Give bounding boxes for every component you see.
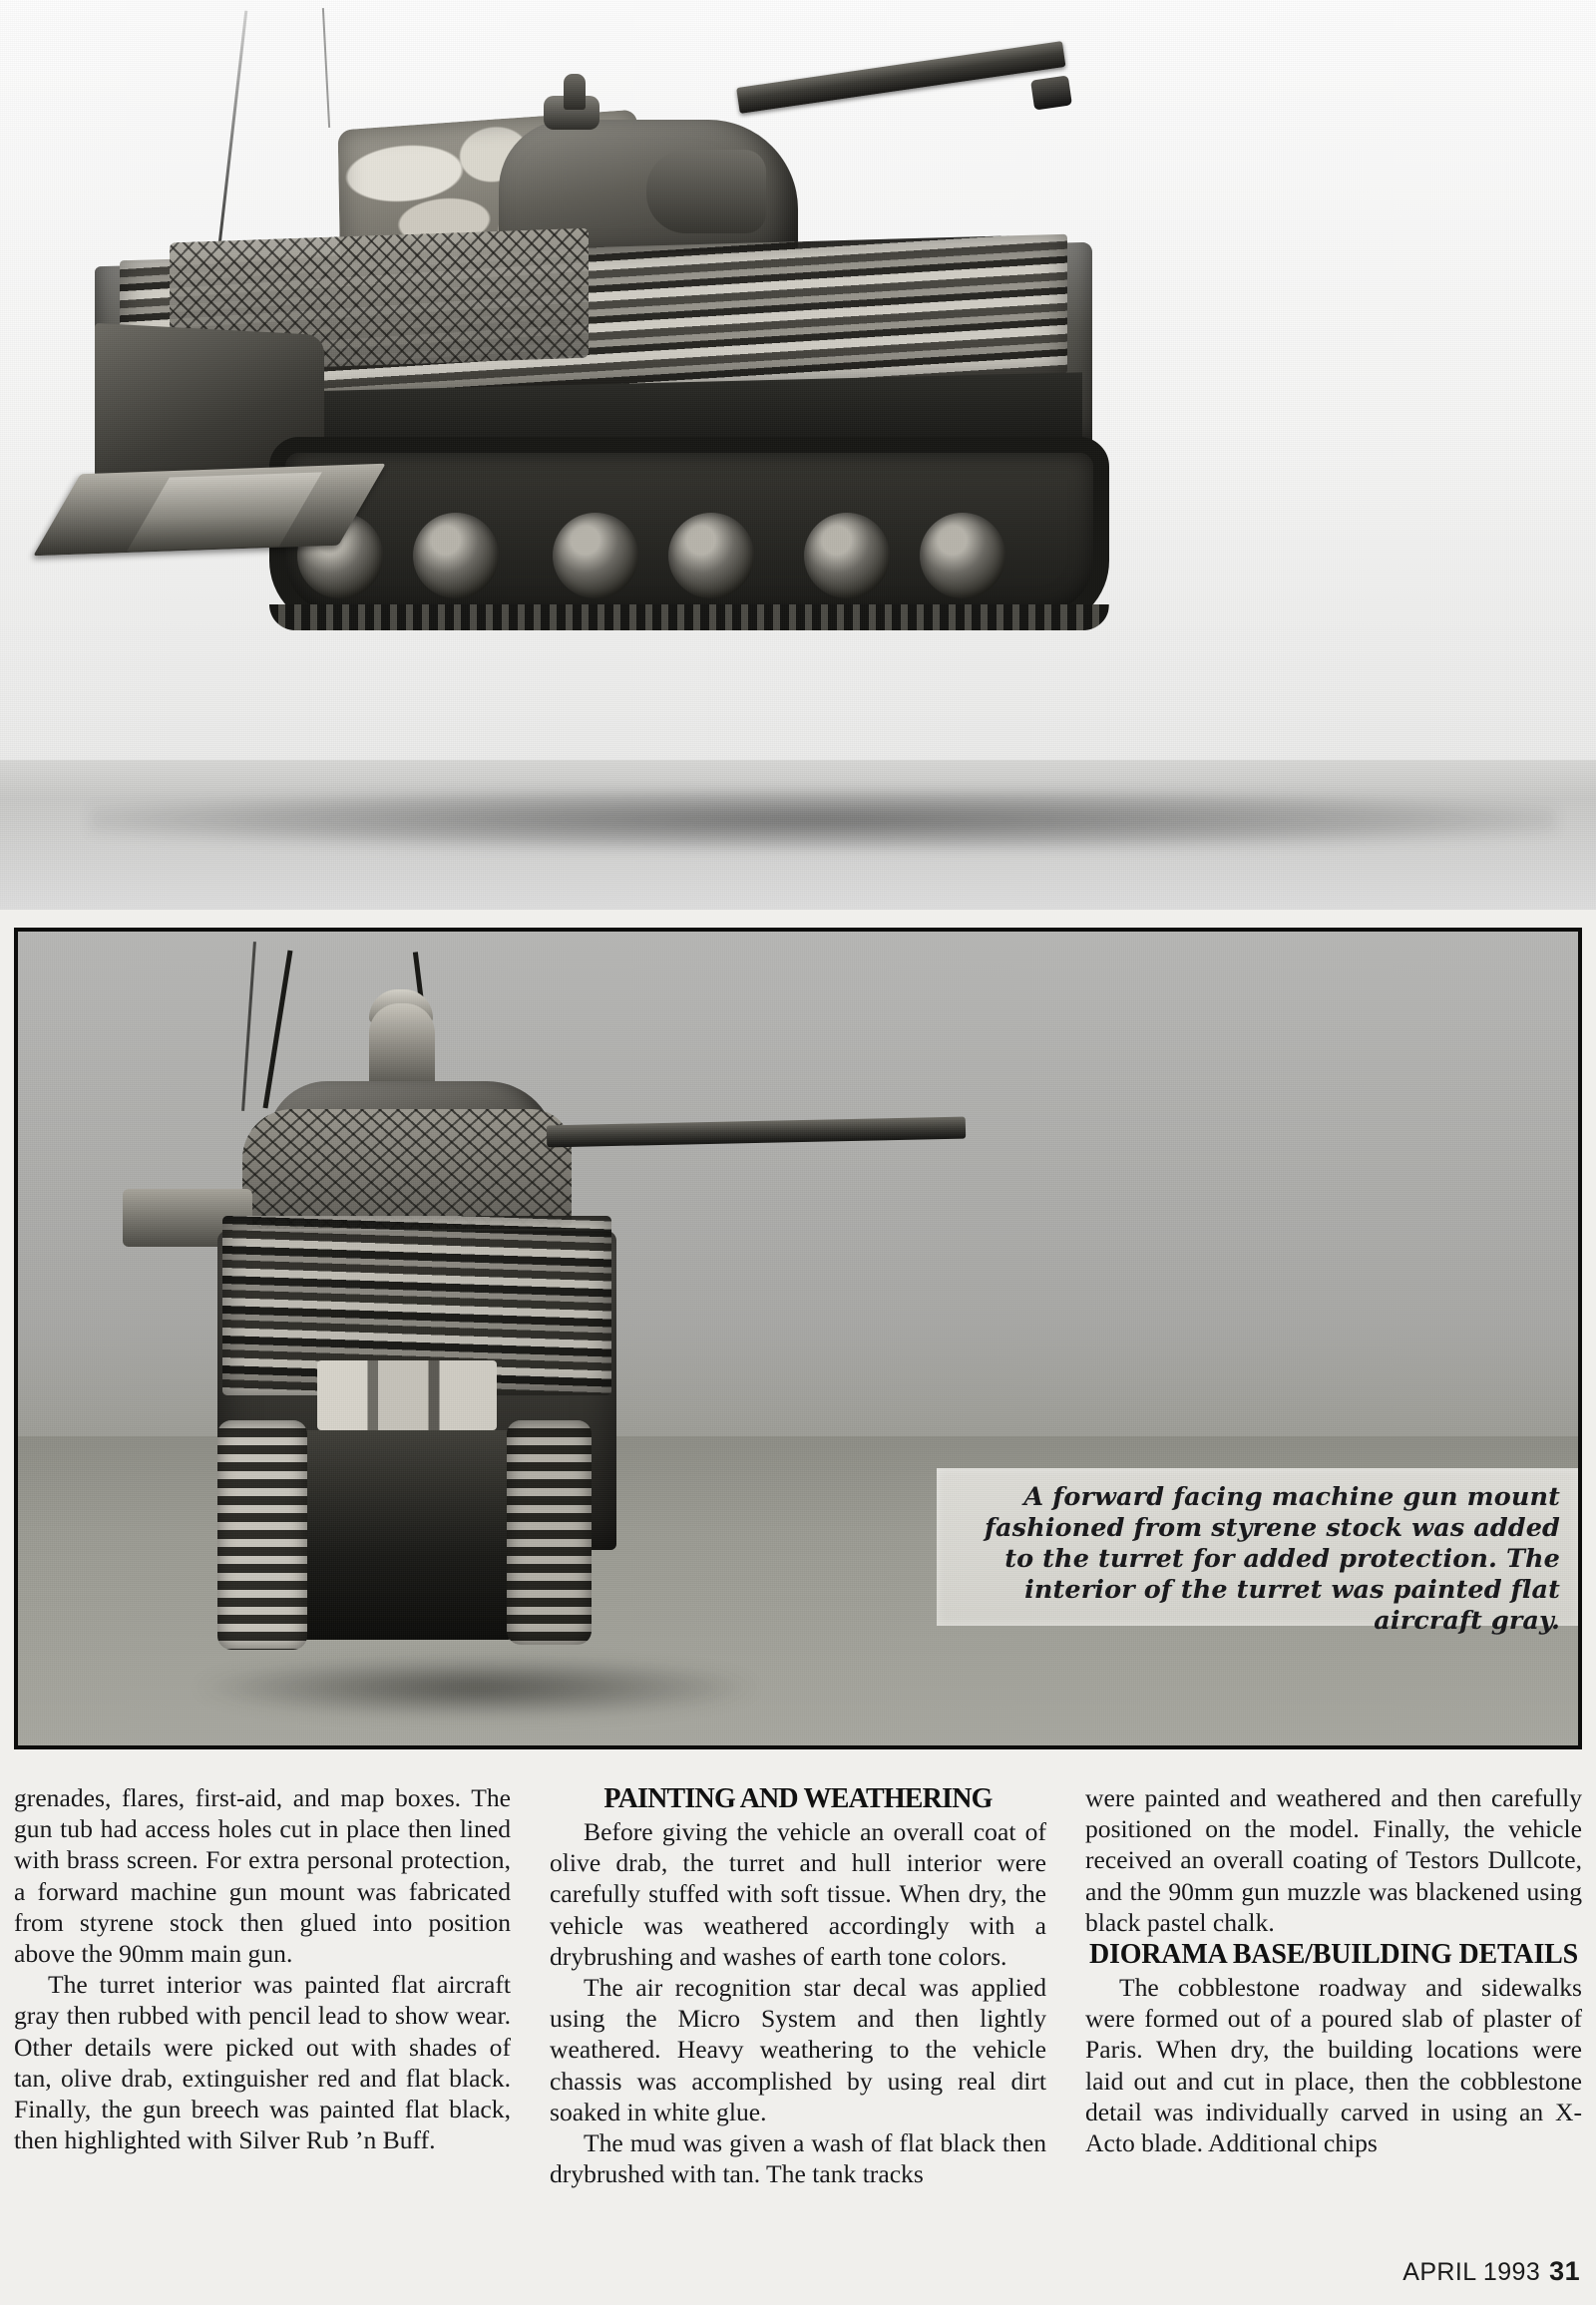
road-wheel bbox=[804, 513, 890, 598]
paragraph: Before giving the vehicle an overall coat of olive drab, the turret and hull interior were carefully stuffed with soft tissue. When dry, the vehicle was weathered accordingly with a drybrushing and washes of earth tone colors. bbox=[550, 1817, 1046, 1971]
photo1-ground-shadow bbox=[90, 790, 1556, 850]
column-one bbox=[14, 1782, 511, 2271]
gun-mantlet bbox=[646, 150, 766, 233]
photo-sherman-side-view bbox=[0, 0, 1596, 910]
crew-figure bbox=[564, 74, 586, 110]
machine-gun-left bbox=[263, 951, 293, 1109]
photo-caption-box bbox=[937, 1468, 1580, 1636]
paragraph: grenades, flares, first-aid, and map boxes. The gun tub had access holes cut in place then lined with brass screen. For extra personal protection, a forward machine gun mount was fabricated from styrene stock then glued into position above the 90mm main gun. bbox=[14, 1783, 511, 1969]
column-three bbox=[1085, 1782, 1582, 2271]
paragraph: The air recognition star decal was applied using the Micro System and then lightly weathered. Heavy weathering to the vehicle chassis was accomplished by using real dirt soaked in white glue. bbox=[550, 1973, 1046, 2126]
main-gun-barrel bbox=[547, 1117, 966, 1148]
paragraph: The mud was given a wash of flat black then drybrushed with tan. The tank tracks bbox=[550, 2128, 1046, 2189]
photo2-ground-shadow bbox=[198, 1658, 756, 1718]
section-heading-painting-and-weathering: PAINTING AND WEATHERING bbox=[603, 1783, 993, 1814]
antenna-icon bbox=[241, 942, 256, 1111]
page-footer bbox=[1402, 2256, 1580, 2287]
issue-date: APRIL 1993 bbox=[1402, 2258, 1541, 2286]
photo-sherman-rear-view bbox=[14, 928, 1582, 1749]
road-wheel bbox=[553, 513, 638, 598]
road-wheel bbox=[920, 513, 1005, 598]
tank-track-right bbox=[507, 1420, 592, 1645]
section-heading-diorama-base-building-details: DIORAMA BASE/BUILDING DETAILS bbox=[1088, 1939, 1578, 1971]
hull-rear-plate bbox=[302, 1430, 512, 1640]
page-number: 31 bbox=[1549, 2256, 1580, 2286]
tank-track-assembly bbox=[269, 437, 1109, 628]
paragraph: The turret interior was painted flat aircraft gray then rubbed with pencil lead to show wear. Other details were picked out with shades of tan, olive drab, extinguisher red and flat black. Finally, the gun breech was painted flat black, then highlighted with Silver Rub ’n Buff. bbox=[14, 1970, 511, 2155]
gun-muzzle bbox=[1030, 75, 1072, 110]
camouflage-netting bbox=[242, 1109, 572, 1229]
photo-caption-text: A forward facing machine gun mount fashioned from styrene stock was added to the turret for added protection. The interior of the turret was painted flat aircraft gray. bbox=[984, 1482, 1560, 1636]
road-wheel bbox=[668, 513, 754, 598]
jerrycan-rack bbox=[317, 1360, 497, 1430]
column-two bbox=[550, 1782, 1046, 2271]
road-wheel bbox=[413, 513, 499, 598]
article-body bbox=[14, 1782, 1582, 2271]
paragraph: were painted and weathered and then carefully positioned on the model. Finally, the vehicle received an overall coating of Testors Dullcote, and the 90mm gun muzzle was blackened using black pastel chalk. bbox=[1085, 1783, 1582, 1937]
paragraph: The cobblestone roadway and sidewalks were formed out of a poured slab of plaster of Paris. When dry, the building locations were laid out and cut in place, then the cobblestone detail was individually carved in using an X-Acto blade. Additional chips bbox=[1085, 1973, 1582, 2158]
tank-track-left bbox=[217, 1420, 307, 1650]
